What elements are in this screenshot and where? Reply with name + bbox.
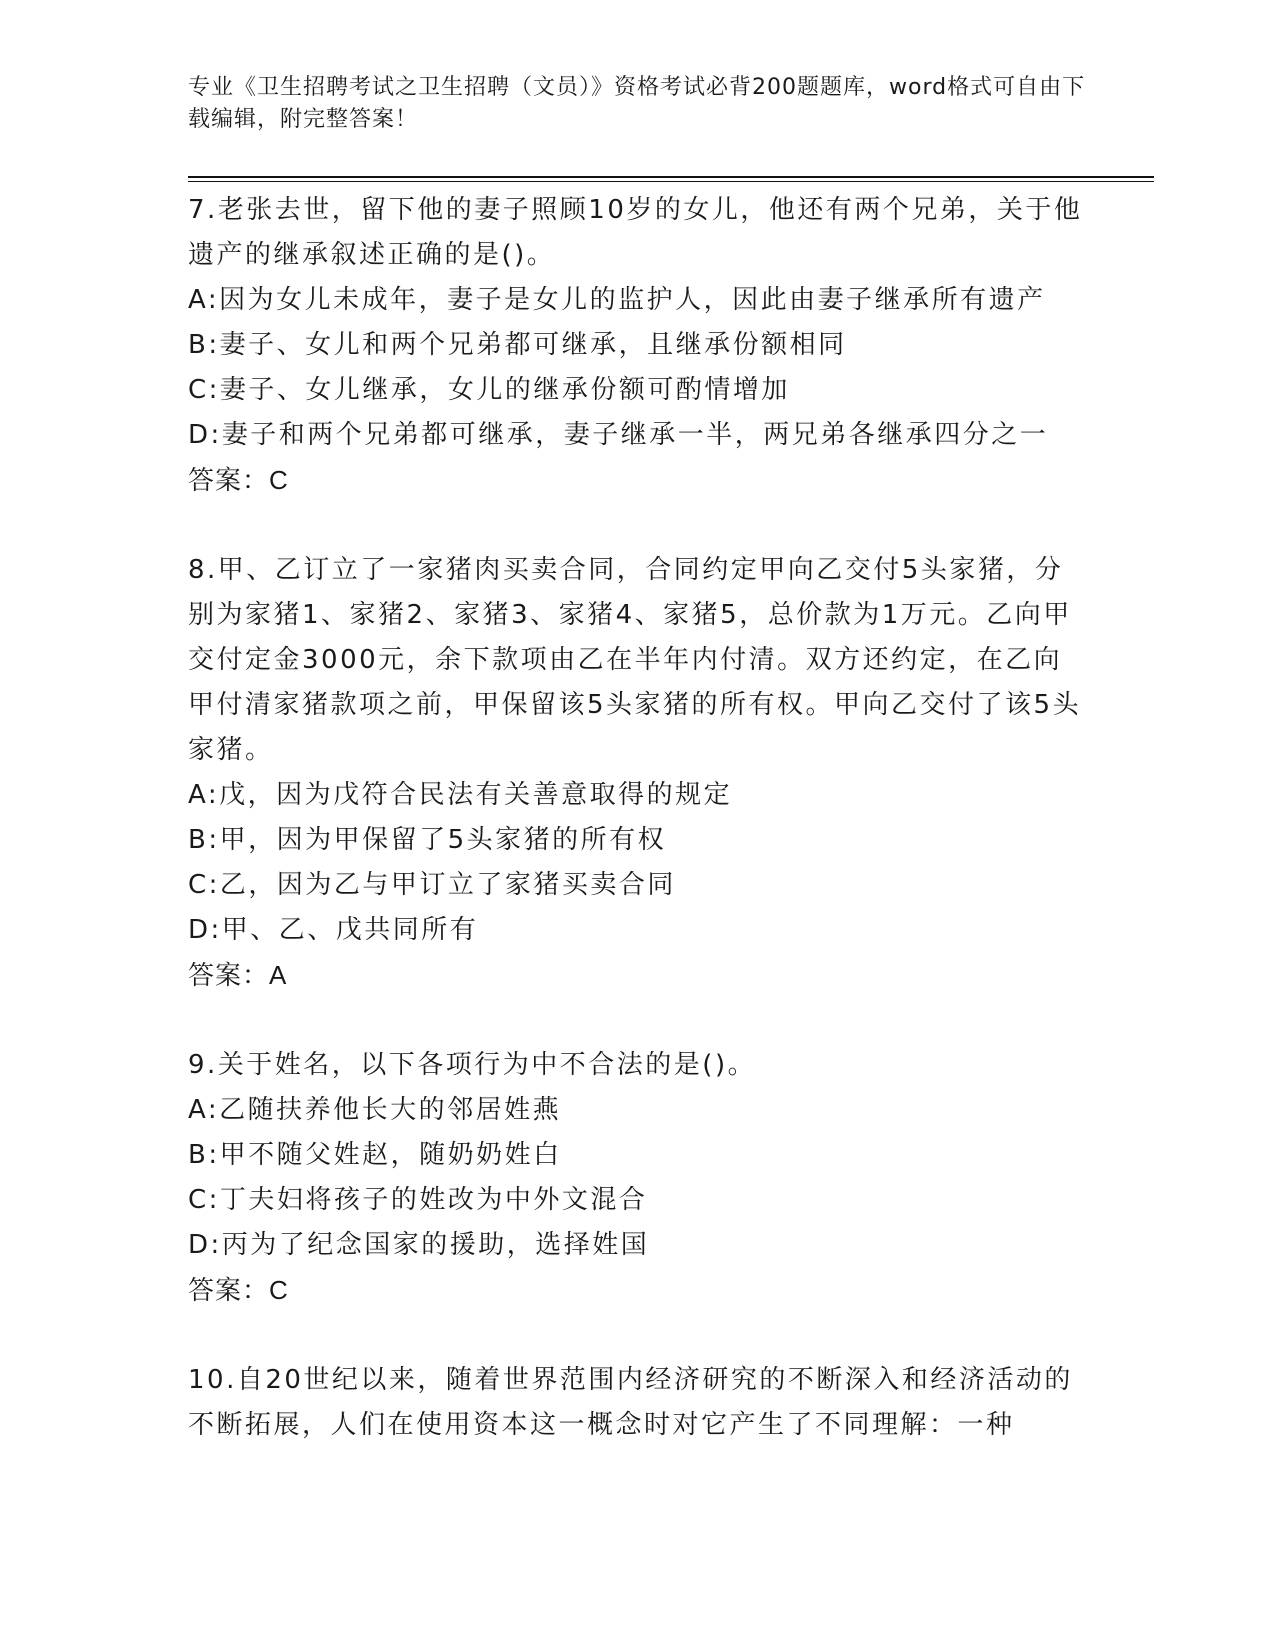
spacer — [188, 1313, 1088, 1358]
question-stem: 9.关于姓名，以下各项行为中不合法的是()。 — [188, 1050, 757, 1080]
document-header: 专业《卫生招聘考试之卫生招聘（文员）》资格考试必背200题题库，word格式可自由下载编辑，附完整答案！ — [188, 75, 1086, 132]
question-item — [188, 548, 1088, 998]
question-stem: 8.甲、乙订立了一家猪肉买卖合同，合同约定甲向乙交付5头家猪，分别为家猪1、家猪2、家猪3、家猪4、家猪5，总价款为1万元。乙向甲交付定金3000元，余下款项由乙在半年内付清。双方还约定，在乙向甲付清家猪款项之前，甲保留该5头家猪的所有权。甲向乙交付了该5头家猪。 — [188, 555, 1082, 765]
option-c: C:丁夫妇将孩子的姓改为中外文混合 — [188, 1185, 648, 1215]
option-b: B:妻子、女儿和两个兄弟都可继承，且继承份额相同 — [188, 330, 847, 360]
option-a: A:因为女儿未成年，妻子是女儿的监护人，因此由妻子继承所有遗产 — [188, 285, 1046, 315]
spacer — [188, 503, 1088, 548]
option-a: A:乙随扶养他长大的邻居姓燕 — [188, 1095, 562, 1125]
option-c: C:妻子、女儿继承，女儿的继承份额可酌情增加 — [188, 375, 790, 405]
option-b: B:甲不随父姓赵，随奶奶姓白 — [188, 1140, 562, 1170]
question-item — [188, 1043, 1088, 1313]
question-stem: 10.自20世纪以来，随着世界范围内经济研究的不断深入和经济活动的不断拓展，人们在使用资本这一概念时对它产生了不同理解：一种 — [188, 1365, 1073, 1440]
spacer — [188, 998, 1088, 1043]
answer-label: 答案：C — [188, 1275, 289, 1305]
question-item — [188, 1358, 1088, 1448]
option-a: A:戊，因为戊符合民法有关善意取得的规定 — [188, 780, 733, 810]
question-list — [188, 188, 1088, 1448]
question-item — [188, 188, 1088, 503]
header-divider — [188, 176, 1154, 182]
option-b: B:甲，因为甲保留了5头家猪的所有权 — [188, 825, 667, 855]
option-d: D:妻子和两个兄弟都可继承，妻子继承一半，两兄弟各继承四分之一 — [188, 420, 1049, 450]
question-stem: 7.老张去世，留下他的妻子照顾10岁的女儿，他还有两个兄弟，关于他遗产的继承叙述正确的是()。 — [188, 195, 1083, 270]
option-d: D:丙为了纪念国家的援助，选择姓国 — [188, 1230, 650, 1260]
answer-label: 答案：C — [188, 465, 289, 495]
option-c: C:乙，因为乙与甲订立了家猪买卖合同 — [188, 870, 676, 900]
answer-label: 答案：A — [188, 960, 288, 990]
option-d: D:甲、乙、戊共同所有 — [188, 915, 479, 945]
